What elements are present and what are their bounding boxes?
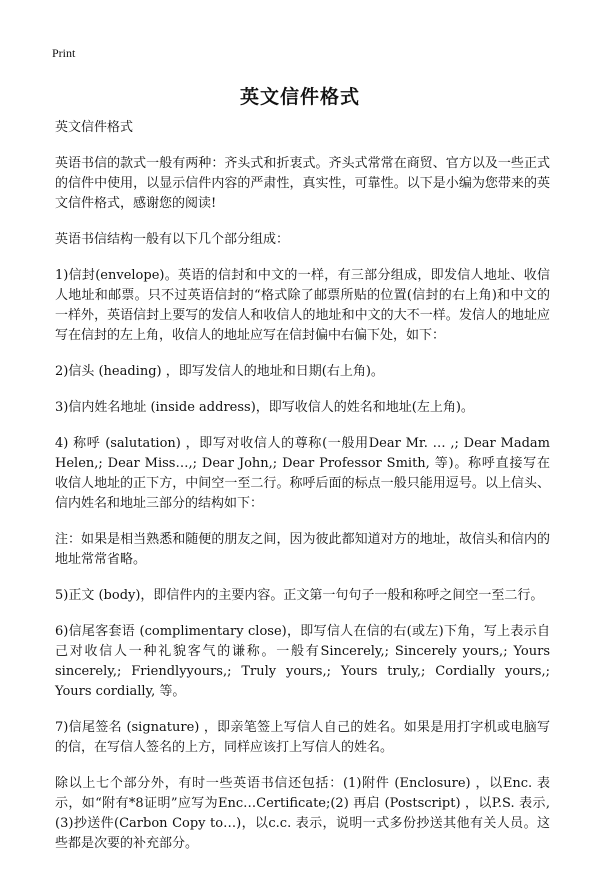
paragraph-extras: 除以上七个部分外，有时一些英语书信还包括：(1)附件 (Enclosure) ，以Enc. 表示，如“附有*8证明”应写为Enc…Certificate;(2) 再启 (Postscript) ，以P.S. 表示,(3)抄送件(Carbon Copy to…)，以c.c. 表示，说明一式多份抄送其他有关人员。这些都是次要的补充部分。 [55,776,550,851]
paragraph-note: 注：如果是相当熟悉和随便的朋友之间，因为彼此都知道对方的地址，故信头和信内的地址常常省略。 [55,532,550,567]
print-label: Print [52,46,76,60]
paragraph-heading: 2)信头 (heading) ，即写发信人的地址和日期(右上角)。 [55,364,384,379]
paragraph-complimentary-close: 6)信尾客套语 (complimentary close)，即写信人在信的右(或左)下角，写上表示自己对收信人一种礼貌客气的谦称。一般有Sincerely,; Sincerely yours,; Yours sincerely,; Friendlyyours,; Truly yours,; Yours truly,; Cordially yours,; Yours cordially, 等。 [55,624,550,699]
paragraph-intro: 英语书信的款式一般有两种：齐头式和折衷式。齐头式常常在商贸、官方以及一些正式的信件中使用，以显示信件内容的严肃性，真实性，可靠性。以下是小编为您带来的英文信件格式，感谢您的阅读! [55,156,550,211]
paragraph-envelope: 1)信封(envelope)。英语的信封和中文的一样，有三部分组成，即发信人地址、收信人地址和邮票。只不过英语信封的“格式除了邮票所贴的位置(信封的右上角)和中文的一样外，英语信封上要写的发信人和收信人的地址和中文的大不一样。发信人的地址应写在信封的左上角，收信人的地址应写在信封偏中右偏下处，如下： [55,268,550,343]
paragraph-signature: 7)信尾签名 (signature) ，即亲笔签上写信人自己的姓名。如果是用打字机或电脑写的信，在写信人签名的上方，同样应该打上写信人的姓名。 [55,720,550,755]
paragraph-salutation: 4) 称呼 (salutation) ，即写对收信人的尊称(一般用Dear Mr. … ,; Dear Madam Helen,; Dear Miss…,; Dear John,; Dear Professor Smith, 等)。称呼直接写在收信人地址的正下方，中间空一至二行。称呼后面的标点一般只能用逗号。以上信头、信内姓名和地址三部分的结构如下： [55,436,550,511]
paragraph-inside-address: 3)信内姓名地址 (inside address)，即写收信人的姓名和地址(左上角)。 [55,400,474,415]
document-title: 英文信件格式 [239,86,360,108]
document-body [55,118,550,870]
paragraph-subtitle: 英文信件格式 [55,120,134,135]
paragraph-body: 5)正文 (body)，即信件内的主要内容。正文第一句句子一般和称呼之间空一至二行。 [55,588,544,603]
paragraph-structure: 英语书信结构一般有以下几个部分组成： [55,232,290,247]
